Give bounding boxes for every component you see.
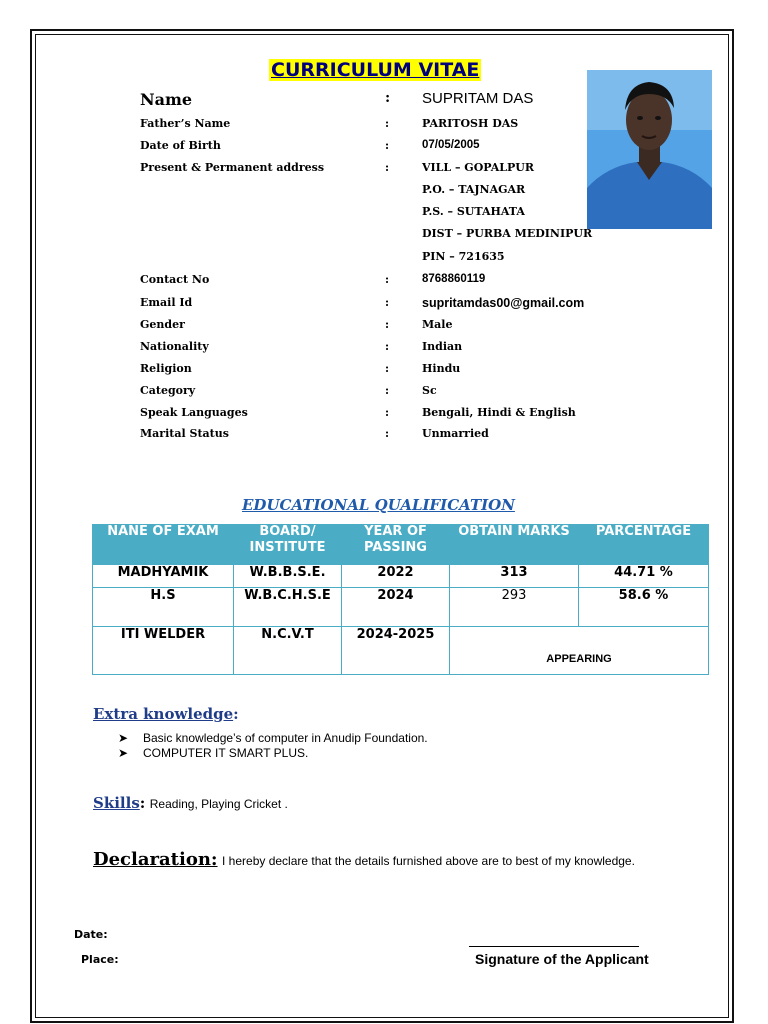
marks-cell: 313 (450, 565, 579, 588)
board-cell: W.B.B.S.E. (234, 565, 342, 588)
personal-colon: : (385, 296, 390, 309)
declaration-text: I hereby declare that the details furnished above are to best of my knowledge. (222, 854, 635, 868)
list-item (118, 731, 428, 746)
personal-row (0, 406, 768, 426)
status-cell (450, 627, 709, 675)
percentage-cell: 58.6 % (579, 588, 709, 627)
personal-colon: : (385, 384, 390, 397)
personal-row (0, 384, 768, 404)
personal-row (0, 427, 768, 447)
personal-row (0, 90, 768, 110)
personal-row (0, 362, 768, 382)
personal-value: Indian (422, 340, 463, 353)
personal-value: Male (422, 318, 453, 331)
personal-colon: : (385, 139, 390, 152)
personal-label: Gender (140, 318, 185, 331)
personal-value: PIN – 721635 (422, 250, 505, 263)
personal-colon: : (385, 90, 391, 106)
extra-knowledge-heading (93, 705, 239, 723)
skills-label: Skills (93, 794, 140, 812)
personal-row (0, 273, 768, 293)
skills-value: Reading, Playing Cricket . (149, 797, 288, 811)
header-year: YEAR OF PASSING (342, 524, 450, 565)
personal-value: P.S. – SUTAHATA (422, 205, 525, 218)
personal-label: Father’s Name (140, 117, 231, 130)
personal-value: Bengali, Hindi & English (422, 406, 576, 419)
personal-label: Nationality (140, 340, 209, 353)
header-percentage: PARCENTAGE (579, 524, 709, 565)
personal-colon: : (385, 318, 390, 331)
personal-value: SUPRITAM DAS (422, 90, 534, 107)
personal-value: supritamdas00@gmail.com (422, 296, 585, 310)
table-row (93, 627, 709, 675)
header-exam: NANE OF EXAM (93, 524, 234, 565)
personal-row (0, 205, 768, 225)
personal-row (0, 117, 768, 137)
personal-colon: : (385, 427, 390, 440)
header-marks: OBTAIN MARKS (450, 524, 579, 565)
arrow-bullet-icon: ➤ (118, 746, 129, 760)
personal-row (0, 318, 768, 338)
personal-value: VILL – GOPALPUR (422, 161, 535, 174)
personal-row (0, 161, 768, 181)
personal-colon: : (385, 273, 390, 286)
education-table-header (93, 524, 709, 565)
personal-value: 07/05/2005 (422, 139, 480, 151)
education-section-title: EDUCATIONAL QUALIFICATION (242, 496, 515, 514)
list-item-text: Basic knowledge’s of computer in Anudip Foundation. (143, 731, 428, 745)
signature-label: Signature of the Applicant (475, 951, 649, 967)
personal-value: Sc (422, 384, 437, 397)
board-cell: N.C.V.T (234, 627, 342, 675)
year-cell: 2024 (342, 588, 450, 627)
personal-row (0, 296, 768, 316)
exam-cell: MADHYAMIK (93, 565, 234, 588)
personal-colon: : (385, 340, 390, 353)
arrow-bullet-icon: ➤ (118, 731, 129, 745)
personal-value: DIST – PURBA MEDINIPUR (422, 227, 593, 240)
personal-label: Email Id (140, 296, 193, 309)
marks-cell: 293 (450, 588, 579, 627)
list-item (118, 746, 428, 761)
personal-row (0, 139, 768, 159)
personal-colon: : (385, 161, 390, 174)
percentage-cell: 44.71 % (579, 565, 709, 588)
place-label: Place: (81, 953, 119, 966)
personal-value: 8768860119 (422, 273, 486, 285)
appearing-status: APPEARING (546, 653, 612, 665)
declaration-label: Declaration: (93, 849, 218, 870)
personal-value: P.O. – TAJNAGAR (422, 183, 526, 196)
personal-label: Religion (140, 362, 192, 375)
board-cell: W.B.C.H.S.E (234, 588, 342, 627)
table-row (93, 565, 709, 588)
extra-knowledge-colon: : (233, 705, 239, 723)
list-item-text: COMPUTER IT SMART PLUS. (143, 746, 309, 760)
skills-line (93, 794, 288, 813)
personal-label: Date of Birth (140, 139, 221, 152)
table-row (93, 588, 709, 627)
year-cell: 2024-2025 (342, 627, 450, 675)
personal-row (0, 183, 768, 203)
date-label: Date: (74, 928, 108, 941)
personal-label: Present & Permanent address (140, 161, 325, 174)
declaration-line (93, 849, 635, 870)
personal-label: Name (140, 90, 193, 109)
year-cell: 2022 (342, 565, 450, 588)
personal-row (0, 250, 768, 270)
personal-colon: : (385, 117, 390, 130)
personal-label: Speak Languages (140, 406, 248, 419)
extra-knowledge-label: Extra knowledge (93, 705, 234, 723)
personal-value: PARITOSH DAS (422, 117, 519, 130)
document-title: CURRICULUM VITAE (271, 59, 480, 81)
exam-cell: H.S (93, 588, 234, 627)
personal-row (0, 227, 768, 247)
header-board: BOARD/ INSTITUTE (234, 524, 342, 565)
signature-line (469, 946, 639, 947)
personal-row (0, 340, 768, 360)
exam-cell: ITI WELDER (93, 627, 234, 675)
personal-label: Category (140, 384, 196, 397)
personal-value: Hindu (422, 362, 461, 375)
personal-colon: : (385, 406, 390, 419)
skills-colon: : (139, 794, 146, 812)
personal-label: Marital Status (140, 427, 229, 440)
personal-label: Contact No (140, 273, 210, 286)
extra-knowledge-list (118, 731, 428, 761)
education-table (92, 524, 709, 675)
personal-colon: : (385, 362, 390, 375)
personal-value: Unmarried (422, 427, 489, 440)
